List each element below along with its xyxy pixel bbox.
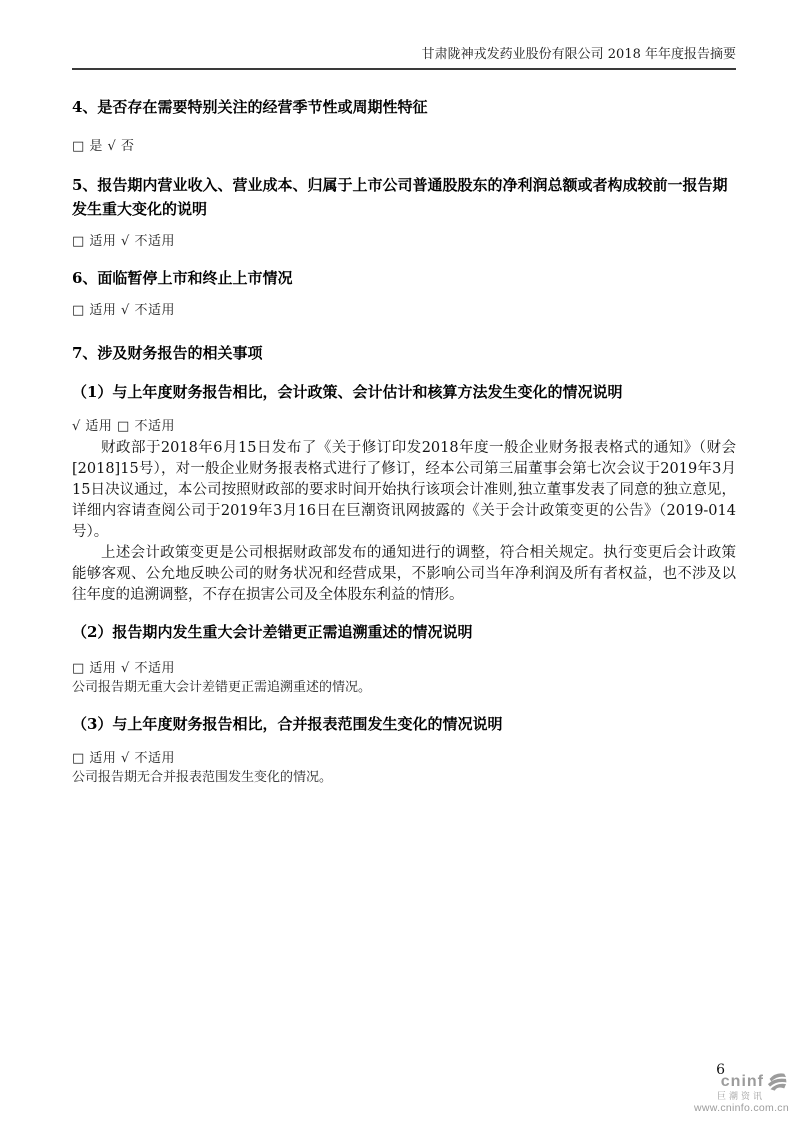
section5-title: 5、报告期内营业收入、营业成本、归属于上市公司普通股股东的净利润总额或者构成较前一报告期发生重大变化的说明	[72, 176, 728, 218]
cninf-swirl-icon	[766, 1072, 787, 1091]
section7-1-paragraph-2: 上述会计政策变更是公司根据财政部发布的通知进行的调整，符合相关规定。执行变更后会计政策能够客观、公允地反映公司的财务状况和经营成果，不影响公司当年净利润及所有者权益，也不涉及以往年度的追溯调整，不存在损害公司及全体股东利益的情形。	[72, 545, 736, 603]
header-rule	[72, 68, 736, 70]
section7-3-note: 公司报告期无合并报表范围发生变化的情况。	[72, 770, 333, 785]
section7-2-note: 公司报告期无重大会计差错更正需追溯重述的情况。	[72, 680, 372, 695]
section7-1-title: （1）与上年度财务报告相比，会计政策、会计估计和核算方法发生变化的情况说明	[72, 383, 623, 401]
cninf-logo	[694, 1072, 789, 1115]
section6-title: 6、面临暂停上市和终止上市情况	[72, 269, 293, 287]
cninf-logo-top	[721, 1072, 787, 1091]
page-number: 6	[716, 1062, 725, 1078]
section7-title: 7、涉及财务报告的相关事项	[72, 344, 263, 362]
cninf-logo-wordmark: cninf	[720, 1072, 764, 1090]
section5-checkline: □ 适用 √ 不适用	[72, 234, 175, 249]
section7-1-paragraph-1: 财政部于2018年6月15日发布了《关于修订印发2018年度一般企业财务报表格式的通知》（财会[2018]15号），对一般企业财务报表格式进行了修订，经本公司第三届董事会第七次会议于2019年3月15日决议通过，本公司按照财政部的要求时间开始执行该项会计准则,独立董事发表了同意的独立意见，详细内容请查阅公司于2019年3月16日在巨潮资讯网披露的《关于会计政策变更的公告》（2019-014号）。	[72, 440, 736, 540]
section4-checkline: □ 是 √ 否	[72, 139, 135, 154]
cninf-logo-chinese: 巨潮资讯	[716, 1091, 765, 1101]
section6-checkline: □ 适用 √ 不适用	[72, 303, 175, 318]
cninf-logo-url: www.cninfo.com.cn	[694, 1102, 789, 1114]
running-header: 甘肃陇神戎发药业股份有限公司 2018 年年度报告摘要	[421, 47, 736, 62]
section7-1-checkline: √ 适用 □ 不适用	[72, 419, 175, 434]
section4-title: 4、是否存在需要特别关注的经营季节性或周期性特征	[72, 98, 428, 116]
section7-3-title: （3）与上年度财务报告相比，合并报表范围发生变化的情况说明	[72, 715, 503, 733]
section7-2-checkline: □ 适用 √ 不适用	[72, 661, 175, 676]
section7-3-checkline: □ 适用 √ 不适用	[72, 751, 175, 766]
section7-2-title: （2）报告期内发生重大会计差错更正需追溯重述的情况说明	[72, 623, 473, 641]
